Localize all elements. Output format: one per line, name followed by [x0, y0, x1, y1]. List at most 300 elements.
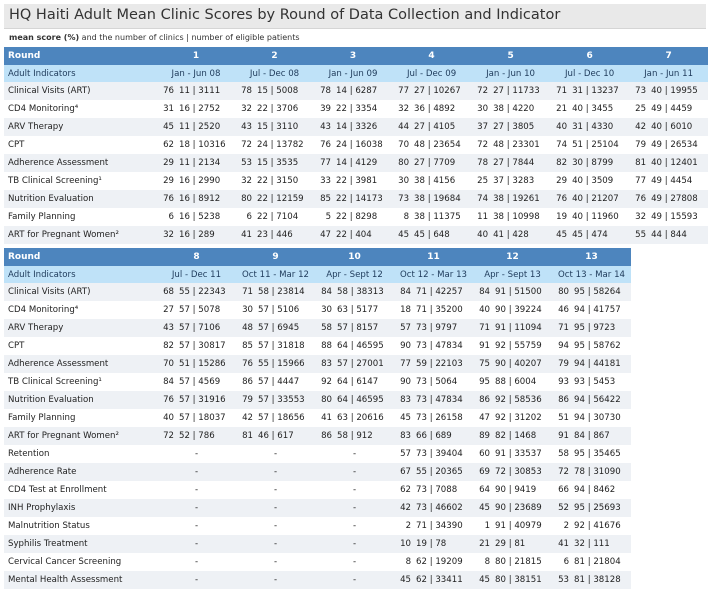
- score-cell: 60: [473, 445, 493, 463]
- clinics-patients-cell: 73 | 47834: [414, 391, 473, 409]
- score-cell: 32: [235, 172, 255, 190]
- indicator-name: Clinical Visits (ART): [4, 283, 157, 301]
- score-cell: -: [315, 481, 394, 499]
- clinics-patients-cell: 64 | 46595: [335, 337, 394, 355]
- round-number: 12: [473, 248, 552, 266]
- indicator-name: Cervical Cancer Screening: [4, 553, 157, 571]
- score-cell: 8: [473, 553, 493, 571]
- clinics-patients-cell: 36 | 4892: [412, 100, 471, 118]
- score-cell: -: [157, 535, 236, 553]
- clinics-patients-cell: 11 | 3111: [177, 82, 235, 100]
- clinics-patients-cell: 16 | 5238: [177, 208, 235, 226]
- clinics-patients-cell: 71 | 42257: [414, 283, 473, 301]
- round-number: 2: [235, 47, 314, 65]
- round-number: 3: [314, 47, 392, 65]
- round-label: Round: [4, 47, 157, 65]
- score-cell: 79: [552, 355, 572, 373]
- score-cell: 90: [394, 373, 414, 391]
- clinics-patients-cell: 38 | 19684: [412, 190, 471, 208]
- clinics-patients-cell: 49 | 4459: [649, 100, 708, 118]
- period-label: Oct 13 - Mar 14: [552, 266, 631, 283]
- clinics-patients-cell: 57 | 18656: [256, 409, 315, 427]
- score-cell: 30: [236, 301, 256, 319]
- score-cell: 2: [552, 517, 572, 535]
- clinics-patients-cell: 16 | 289: [177, 226, 235, 244]
- score-cell: 21: [473, 535, 493, 553]
- score-cell: -: [315, 517, 394, 535]
- score-cell: 76: [236, 355, 256, 373]
- score-cell: 40: [473, 301, 493, 319]
- score-cell: 43: [157, 319, 177, 337]
- clinics-patients-cell: 40 | 19955: [649, 82, 708, 100]
- score-cell: -: [236, 553, 315, 571]
- clinics-patients-cell: 52 | 786: [177, 427, 236, 445]
- score-cell: 91: [552, 427, 572, 445]
- score-cell: -: [157, 517, 236, 535]
- clinics-patients-cell: 95 | 58762: [572, 337, 631, 355]
- table-row: [4, 535, 631, 553]
- table-row: [4, 283, 631, 301]
- round-number: 11: [394, 248, 473, 266]
- table-row: [4, 82, 708, 100]
- clinics-patients-cell: 57 | 30817: [177, 337, 236, 355]
- score-cell: -: [236, 499, 315, 517]
- score-cell: 57: [394, 319, 414, 337]
- round-label: Round: [4, 248, 157, 266]
- score-cell: 25: [471, 172, 491, 190]
- clinics-patients-cell: 92 | 55759: [493, 337, 552, 355]
- score-cell: 40: [471, 226, 491, 244]
- clinics-patients-cell: 29 | 81: [493, 535, 552, 553]
- table-row: [4, 553, 631, 571]
- clinics-patients-cell: 22 | 3354: [334, 100, 392, 118]
- clinics-patients-cell: 22 | 8298: [334, 208, 392, 226]
- clinics-patients-cell: 11 | 2134: [177, 154, 235, 172]
- indicator-name: ART for Pregnant Women²: [4, 226, 157, 244]
- score-cell: 94: [552, 337, 572, 355]
- clinics-patients-cell: 14 | 6287: [334, 82, 392, 100]
- clinics-patients-cell: 71 | 34390: [414, 517, 473, 535]
- score-cell: 29: [157, 172, 177, 190]
- table-row: [4, 355, 631, 373]
- clinics-patients-cell: 45 | 474: [570, 226, 629, 244]
- clinics-patients-cell: 57 | 18037: [177, 409, 236, 427]
- score-cell: 46: [552, 301, 572, 319]
- clinics-patients-cell: 62 | 19209: [414, 553, 473, 571]
- clinics-patients-cell: 73 | 9797: [414, 319, 473, 337]
- score-cell: 90: [394, 337, 414, 355]
- indicator-name: CD4 Monitoring⁴: [4, 301, 157, 319]
- clinics-patients-cell: 27 | 7844: [491, 154, 550, 172]
- clinics-patients-cell: 95 | 9723: [572, 319, 631, 337]
- score-cell: 62: [394, 481, 414, 499]
- score-cell: 5: [314, 208, 334, 226]
- score-cell: 32: [629, 208, 649, 226]
- round-number: 10: [315, 248, 394, 266]
- table-row: [4, 301, 631, 319]
- clinics-patients-cell: 14 | 3326: [334, 118, 392, 136]
- score-cell: 78: [314, 82, 334, 100]
- score-cell: 57: [394, 445, 414, 463]
- clinics-patients-cell: 94 | 44181: [572, 355, 631, 373]
- clinics-patients-cell: 90 | 39224: [493, 301, 552, 319]
- score-cell: 48: [236, 319, 256, 337]
- period-label: Apr - Sept 12: [315, 266, 394, 283]
- period-label: Oct 11 - Mar 12: [236, 266, 315, 283]
- score-cell: 77: [394, 355, 414, 373]
- indicator-name: Nutrition Evaluation: [4, 391, 157, 409]
- score-cell: 43: [235, 118, 255, 136]
- score-cell: 86: [315, 427, 335, 445]
- page-title-bar: [4, 4, 706, 29]
- score-cell: 8: [394, 553, 414, 571]
- clinics-patients-cell: 15 | 3535: [255, 154, 314, 172]
- table-row: [4, 337, 631, 355]
- clinics-patients-cell: 57 | 31818: [256, 337, 315, 355]
- score-cell: -: [315, 553, 394, 571]
- score-cell: -: [315, 445, 394, 463]
- indicators-label: Adult Indicators: [4, 65, 157, 82]
- score-cell: 72: [157, 427, 177, 445]
- clinics-patients-cell: 94 | 8462: [572, 481, 631, 499]
- clinics-patients-cell: 66 | 689: [414, 427, 473, 445]
- score-cell: 83: [394, 391, 414, 409]
- clinics-patients-cell: 72 | 30853: [493, 463, 552, 481]
- clinics-patients-cell: 49 | 26534: [649, 136, 708, 154]
- table-row: [4, 571, 631, 589]
- score-cell: 69: [473, 463, 493, 481]
- score-cell: 86: [552, 391, 572, 409]
- table-row: [4, 154, 708, 172]
- score-cell: -: [315, 535, 394, 553]
- score-cell: 44: [392, 118, 412, 136]
- score-cell: 83: [315, 355, 335, 373]
- clinics-patients-cell: 22 | 3150: [255, 172, 314, 190]
- score-cell: -: [157, 445, 236, 463]
- score-cell: -: [236, 517, 315, 535]
- clinics-patients-cell: 49 | 15593: [649, 208, 708, 226]
- score-cell: 18: [394, 301, 414, 319]
- score-cell: 84: [394, 283, 414, 301]
- score-cell: 6: [235, 208, 255, 226]
- clinics-patients-cell: 84 | 867: [572, 427, 631, 445]
- score-cell: 19: [550, 208, 570, 226]
- score-cell: 95: [473, 373, 493, 391]
- clinics-patients-cell: 57 | 4447: [256, 373, 315, 391]
- score-cell: 45: [473, 571, 493, 589]
- clinics-patients-cell: 82 | 1468: [493, 427, 552, 445]
- clinics-patients-cell: 24 | 16038: [334, 136, 392, 154]
- score-cell: 39: [314, 100, 334, 118]
- score-cell: 32: [157, 226, 177, 244]
- clinics-patients-cell: 81 | 21804: [572, 553, 631, 571]
- table-row: [4, 100, 708, 118]
- score-cell: 88: [315, 337, 335, 355]
- period-header-row: [4, 266, 631, 283]
- clinics-patients-cell: 91 | 40979: [493, 517, 552, 535]
- score-cell: 78: [471, 154, 491, 172]
- score-cell: 67: [394, 463, 414, 481]
- score-cell: 27: [157, 301, 177, 319]
- clinics-patients-cell: 58 | 23814: [256, 283, 315, 301]
- score-cell: 75: [473, 355, 493, 373]
- indicator-name: ARV Therapy: [4, 118, 157, 136]
- score-cell: 30: [471, 100, 491, 118]
- score-cell: 42: [629, 118, 649, 136]
- score-cell: 71: [550, 82, 570, 100]
- score-cell: 82: [550, 154, 570, 172]
- clinics-patients-cell: 40 | 11960: [570, 208, 629, 226]
- score-cell: 76: [157, 391, 177, 409]
- clinics-patients-cell: 38 | 4156: [412, 172, 471, 190]
- table-row: [4, 391, 631, 409]
- table-row: [4, 373, 631, 391]
- table-row: [4, 118, 708, 136]
- round-number: 7: [629, 47, 708, 65]
- score-cell: -: [315, 571, 394, 589]
- clinics-patients-cell: 15 | 3110: [255, 118, 314, 136]
- clinics-patients-cell: 57 | 7106: [177, 319, 236, 337]
- score-cell: 52: [552, 499, 572, 517]
- clinics-patients-cell: 27 | 3805: [491, 118, 550, 136]
- clinics-patients-cell: 24 | 13782: [255, 136, 314, 154]
- clinics-patients-cell: 15 | 5008: [255, 82, 314, 100]
- score-cell: 66: [552, 481, 572, 499]
- period-label: Jan - Jun 11: [629, 65, 708, 82]
- clinics-patients-cell: 64 | 6147: [335, 373, 394, 391]
- clinics-patients-cell: 48 | 23301: [491, 136, 550, 154]
- clinics-patients-cell: 73 | 5064: [414, 373, 473, 391]
- period-label: Jan - Jun 10: [471, 65, 550, 82]
- clinics-patients-cell: 16 | 2990: [177, 172, 235, 190]
- table-row: [4, 319, 631, 337]
- indicator-name: Family Planning: [4, 208, 157, 226]
- score-cell: 51: [552, 409, 572, 427]
- page-title: HQ Haiti Adult Mean Clinic Scores by Round of Data Collection and Indicator: [9, 7, 561, 23]
- clinics-patients-cell: 22 | 404: [334, 226, 392, 244]
- score-cell: -: [236, 445, 315, 463]
- subtitle: [9, 33, 300, 42]
- clinics-patients-cell: 49 | 4454: [649, 172, 708, 190]
- score-cell: 76: [157, 82, 177, 100]
- score-cell: 81: [629, 154, 649, 172]
- score-cell: 80: [392, 154, 412, 172]
- clinics-patients-cell: 40 | 3455: [570, 100, 629, 118]
- clinics-patients-cell: 63 | 5177: [335, 301, 394, 319]
- score-cell: 83: [394, 427, 414, 445]
- clinics-patients-cell: 44 | 844: [649, 226, 708, 244]
- clinics-patients-cell: 45 | 648: [412, 226, 471, 244]
- indicator-name: CPT: [4, 337, 157, 355]
- score-cell: 32: [235, 100, 255, 118]
- clinics-patients-cell: 90 | 40207: [493, 355, 552, 373]
- score-cell: 72: [471, 82, 491, 100]
- indicator-name: Syphilis Treatment: [4, 535, 157, 553]
- clinics-patients-cell: 23 | 446: [255, 226, 314, 244]
- score-cell: 73: [392, 190, 412, 208]
- round-number: 13: [552, 248, 631, 266]
- indicator-name: TB Clinical Screening¹: [4, 373, 157, 391]
- score-cell: 70: [157, 355, 177, 373]
- clinics-patients-cell: 73 | 47834: [414, 337, 473, 355]
- round-number: 1: [157, 47, 235, 65]
- score-cell: -: [157, 463, 236, 481]
- clinics-patients-cell: 31 | 13237: [570, 82, 629, 100]
- score-cell: 73: [629, 82, 649, 100]
- score-cell: 81: [236, 427, 256, 445]
- clinics-patients-cell: 94 | 41757: [572, 301, 631, 319]
- score-cell: 72: [471, 136, 491, 154]
- round-number: 6: [550, 47, 629, 65]
- clinics-patients-cell: 11 | 2520: [177, 118, 235, 136]
- clinics-patients-cell: 71 | 35200: [414, 301, 473, 319]
- clinics-patients-cell: 27 | 4105: [412, 118, 471, 136]
- score-cell: 33: [314, 172, 334, 190]
- clinics-patients-cell: 92 | 31202: [493, 409, 552, 427]
- score-cell: 91: [473, 337, 493, 355]
- clinics-patients-cell: 91 | 11094: [493, 319, 552, 337]
- table-row: [4, 409, 631, 427]
- indicator-name: TB Clinical Screening¹: [4, 172, 157, 190]
- clinics-patients-cell: 73 | 7088: [414, 481, 473, 499]
- score-cell: 85: [314, 190, 334, 208]
- clinics-patients-cell: 27 | 7709: [412, 154, 471, 172]
- clinics-patients-cell: 51 | 15286: [177, 355, 236, 373]
- clinics-patients-cell: 64 | 46595: [335, 391, 394, 409]
- score-cell: -: [315, 463, 394, 481]
- score-cell: 53: [235, 154, 255, 172]
- score-cell: 47: [473, 409, 493, 427]
- score-cell: 42: [236, 409, 256, 427]
- score-cell: 37: [471, 118, 491, 136]
- clinics-patients-cell: 49 | 27808: [649, 190, 708, 208]
- score-cell: 74: [550, 136, 570, 154]
- score-cell: -: [315, 499, 394, 517]
- clinics-patients-cell: 48 | 23654: [412, 136, 471, 154]
- clinics-patients-cell: 51 | 25104: [570, 136, 629, 154]
- score-cell: 45: [394, 409, 414, 427]
- score-cell: 11: [471, 208, 491, 226]
- clinics-patients-cell: 57 | 27001: [335, 355, 394, 373]
- score-cell: 78: [235, 82, 255, 100]
- clinics-patients-cell: 19 | 78: [414, 535, 473, 553]
- period-label: Apr - Sept 13: [473, 266, 552, 283]
- score-cell: 76: [629, 190, 649, 208]
- table-row: [4, 445, 631, 463]
- clinics-patients-cell: 55 | 20365: [414, 463, 473, 481]
- score-cell: 29: [550, 172, 570, 190]
- indicator-name: Adherence Assessment: [4, 154, 157, 172]
- score-cell: 45: [157, 118, 177, 136]
- score-cell: 53: [552, 571, 572, 589]
- score-cell: 86: [473, 391, 493, 409]
- clinics-patients-cell: 78 | 31090: [572, 463, 631, 481]
- score-cell: -: [157, 571, 236, 589]
- period-label: Jul - Dec 10: [550, 65, 629, 82]
- clinics-patients-cell: 59 | 22103: [414, 355, 473, 373]
- round-number: 9: [236, 248, 315, 266]
- clinics-patients-cell: 40 | 12401: [649, 154, 708, 172]
- round-header-row: [4, 47, 708, 65]
- clinics-patients-cell: 27 | 11733: [491, 82, 550, 100]
- indicator-name: INH Prophylaxis: [4, 499, 157, 517]
- clinics-patients-cell: 38 | 4220: [491, 100, 550, 118]
- score-cell: 45: [550, 226, 570, 244]
- clinics-patients-cell: 14 | 4129: [334, 154, 392, 172]
- clinics-patients-cell: 95 | 35465: [572, 445, 631, 463]
- score-cell: 80: [315, 391, 335, 409]
- score-cell: 79: [629, 136, 649, 154]
- score-cell: 55: [629, 226, 649, 244]
- indicators-label: Adult Indicators: [4, 266, 157, 283]
- clinics-patients-cell: 18 | 10316: [177, 136, 235, 154]
- clinics-patients-cell: 73 | 26158: [414, 409, 473, 427]
- clinics-patients-cell: 32 | 111: [572, 535, 631, 553]
- clinics-patients-cell: 91 | 33537: [493, 445, 552, 463]
- clinics-patients-cell: 88 | 6004: [493, 373, 552, 391]
- score-cell: 45: [394, 571, 414, 589]
- score-cell: 41: [235, 226, 255, 244]
- clinics-patients-cell: 40 | 6010: [649, 118, 708, 136]
- score-cell: -: [157, 481, 236, 499]
- score-cell: 2: [394, 517, 414, 535]
- clinics-patients-cell: 58 | 912: [335, 427, 394, 445]
- clinics-patients-cell: 58 | 38313: [335, 283, 394, 301]
- score-cell: 8: [392, 208, 412, 226]
- round-header-row: [4, 248, 631, 266]
- score-cell: 40: [550, 118, 570, 136]
- clinics-patients-cell: 95 | 58264: [572, 283, 631, 301]
- score-cell: 45: [473, 499, 493, 517]
- indicator-name: ARV Therapy: [4, 319, 157, 337]
- clinics-patients-cell: 73 | 39404: [414, 445, 473, 463]
- scores-table-rounds-8-13: [4, 248, 631, 589]
- period-header-row: [4, 65, 708, 82]
- score-cell: 77: [392, 82, 412, 100]
- clinics-patients-cell: 40 | 3509: [570, 172, 629, 190]
- score-cell: 32: [392, 100, 412, 118]
- score-cell: -: [157, 499, 236, 517]
- score-cell: 84: [473, 283, 493, 301]
- score-cell: 30: [392, 172, 412, 190]
- score-cell: 58: [552, 445, 572, 463]
- clinics-patients-cell: 80 | 21815: [493, 553, 552, 571]
- clinics-patients-cell: 27 | 10267: [412, 82, 471, 100]
- period-label: Jul - Dec 11: [157, 266, 236, 283]
- table-row: [4, 226, 708, 244]
- score-cell: 76: [314, 136, 334, 154]
- indicator-name: Mental Health Assessment: [4, 571, 157, 589]
- round-number: 4: [392, 47, 471, 65]
- indicator-name: Family Planning: [4, 409, 157, 427]
- score-cell: 70: [392, 136, 412, 154]
- score-cell: 92: [315, 373, 335, 391]
- table-row: [4, 517, 631, 535]
- period-label: Jul - Dec 09: [392, 65, 471, 82]
- indicator-name: ART for Pregnant Women²: [4, 427, 157, 445]
- clinics-patients-cell: 16 | 8912: [177, 190, 235, 208]
- indicator-name: CD4 Test at Enrollment: [4, 481, 157, 499]
- table-row: [4, 190, 708, 208]
- score-cell: 84: [315, 283, 335, 301]
- score-cell: 31: [157, 100, 177, 118]
- period-label: Jan - Jun 09: [314, 65, 392, 82]
- period-label: Jan - Jun 08: [157, 65, 235, 82]
- score-cell: 72: [235, 136, 255, 154]
- table-row: [4, 427, 631, 445]
- score-cell: 80: [235, 190, 255, 208]
- clinics-patients-cell: 38 | 10998: [491, 208, 550, 226]
